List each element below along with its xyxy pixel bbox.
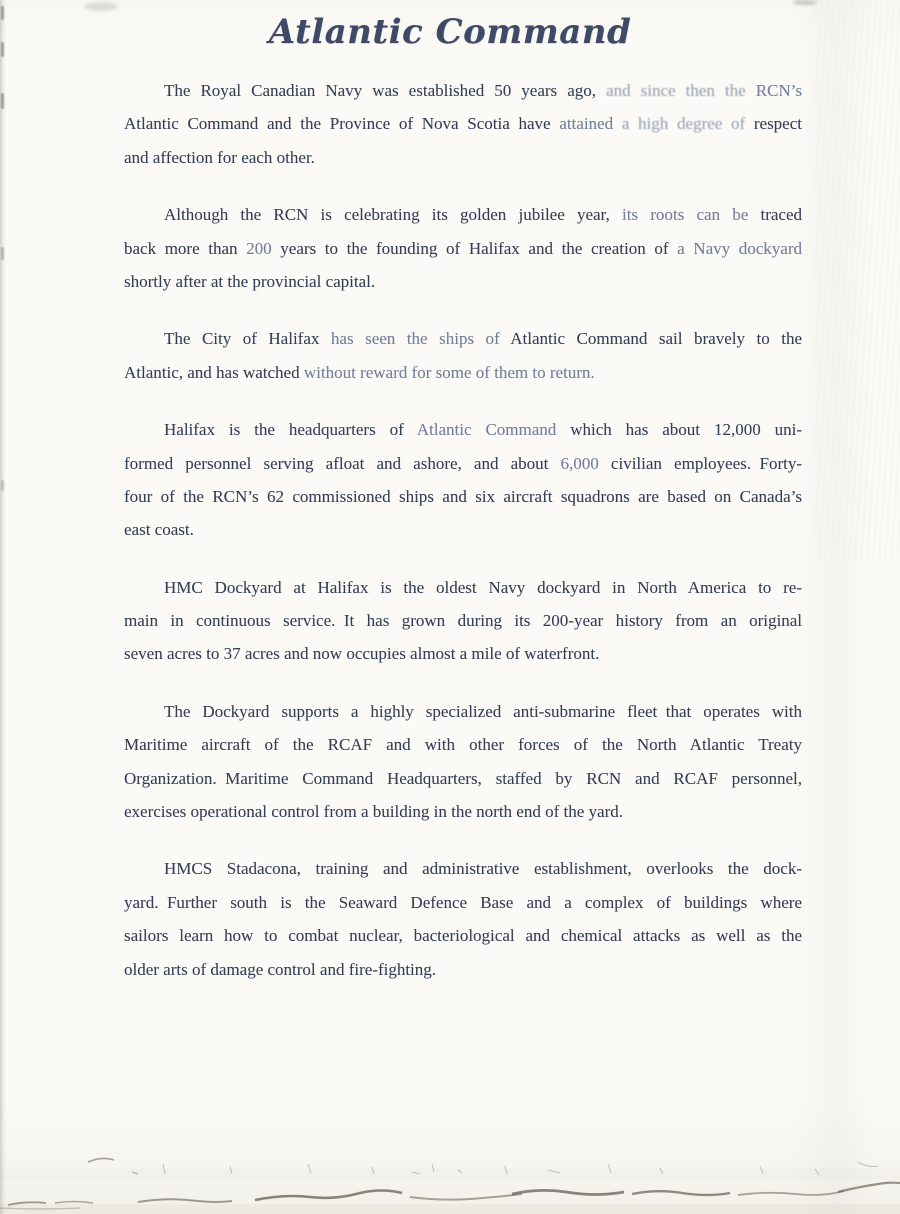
text-segment: sailors learn how to combat nuclear, bacteriological and chemical attacks as well as the <box>124 926 802 946</box>
text-line <box>124 762 802 795</box>
text-segment: years to the founding of Halifax and the creation of <box>280 238 678 258</box>
text-segment: The Dockyard supports a highly specialized anti-submarine fleet that operates with <box>164 701 802 721</box>
text-line <box>124 571 802 604</box>
scan-artifact-edge-dash <box>1 42 4 57</box>
scan-artifact-edge-dash <box>1 6 4 20</box>
text-segment: The Royal Canadian Navy was established 50 years ago, <box>164 81 607 100</box>
text-line <box>124 604 802 637</box>
scan-artifact-paper-texture <box>815 0 900 560</box>
scan-artifact-left-edge <box>0 0 7 1214</box>
text-segment: seven acres to 37 acres and now occupies almost a mile of waterfront. <box>124 644 600 664</box>
text-segment: Organization. Maritime Command Headquarters, staffed by RCN and RCAF personnel, <box>124 768 802 788</box>
text-segment: a Navy dockyard <box>677 238 802 258</box>
text-segment: back more than <box>124 238 247 258</box>
text-segment: and since then the <box>606 81 756 100</box>
text-segment: Although the RCN is celebrating its golden jubilee year, <box>164 205 622 225</box>
text-segment: shortly after at the provincial capital. <box>124 271 376 291</box>
text-segment: 200 <box>246 238 281 258</box>
document-body <box>124 74 802 1010</box>
text-line <box>124 322 802 355</box>
text-line <box>124 74 802 107</box>
text-segment: Atlantic Command and the Province of Nova Scotia have <box>124 114 560 134</box>
text-segment: has seen the ships of <box>330 329 511 349</box>
paragraph <box>124 74 802 174</box>
text-line <box>124 232 802 265</box>
scan-artifact-bottom-edge <box>0 1142 900 1214</box>
text-line <box>124 886 802 919</box>
text-line <box>124 141 802 174</box>
page-title: Atlantic Command <box>268 12 632 52</box>
text-line <box>124 728 802 761</box>
paragraph <box>124 695 802 829</box>
text-line <box>124 795 802 828</box>
text-segment: Halifax is the headquarters of <box>164 420 417 440</box>
text-segment: 6,000 <box>560 453 611 473</box>
text-segment: respect <box>753 114 802 134</box>
text-line <box>124 852 802 885</box>
text-segment: Atlantic Command sail bravely to the <box>510 329 802 349</box>
text-line <box>124 480 802 513</box>
text-segment: four of the RCN’s 62 commissioned ships and six aircraft squadrons are based on Canada’s <box>124 486 802 506</box>
text-line <box>124 413 802 446</box>
text-line <box>124 356 802 389</box>
text-line <box>124 953 802 986</box>
text-line <box>124 198 802 231</box>
text-line <box>124 265 802 298</box>
paragraph <box>124 413 802 547</box>
text-segment: The City of Halifax <box>164 329 331 349</box>
text-segment: main in continuous service. It has grown during its 200-year history from an original <box>124 611 802 631</box>
scan-artifact-edge-dash <box>1 93 4 109</box>
paragraph <box>124 322 802 389</box>
text-line <box>124 637 802 670</box>
text-line <box>124 107 802 140</box>
text-segment: HMC Dockyard at Halifax is the oldest Navy dockyard in North America to re- <box>164 577 802 597</box>
text-line <box>124 919 802 952</box>
text-segment: RCN’s <box>755 81 802 100</box>
text-segment: attained <box>559 114 622 134</box>
scan-artifact-edge-dash <box>1 480 4 491</box>
text-segment: traced <box>760 205 802 225</box>
paragraph <box>124 198 802 298</box>
paragraph <box>124 852 802 986</box>
text-segment: and affection for each other. <box>124 147 315 167</box>
text-segment: older arts of damage control and fire-fighting. <box>124 959 437 979</box>
scan-artifact-edge-dash <box>1 247 4 260</box>
text-line <box>124 695 802 728</box>
paragraph <box>124 571 802 671</box>
text-segment: its roots can be <box>621 205 761 225</box>
scan-artifact-smudge <box>84 2 118 11</box>
text-line <box>124 447 802 480</box>
scan-artifact-smudge <box>793 0 817 5</box>
text-segment: yard. Further south is the Seaward Defence Base and a complex of buildings where <box>124 892 802 912</box>
text-segment: Maritime aircraft of the RCAF and with other forces of the North Atlantic Treaty <box>124 735 802 755</box>
text-line <box>124 513 802 546</box>
text-segment: HMCS Stadacona, training and administrative establishment, overlooks the dock- <box>164 859 802 879</box>
text-segment: exercises operational control from a building in the north end of the yard. <box>124 802 623 822</box>
text-segment: a high degree of <box>621 114 754 134</box>
text-segment: east coast. <box>124 520 194 540</box>
text-segment: civilian employees. Forty- <box>610 453 802 473</box>
text-segment: formed personnel serving afloat and ashore, and about <box>124 453 561 473</box>
text-segment: Atlantic Command <box>416 420 571 440</box>
text-segment: without reward for some of them to return. <box>303 362 595 382</box>
text-segment: Atlantic, and has watched <box>124 362 304 382</box>
text-segment: which has about 12,000 uni- <box>570 420 802 440</box>
